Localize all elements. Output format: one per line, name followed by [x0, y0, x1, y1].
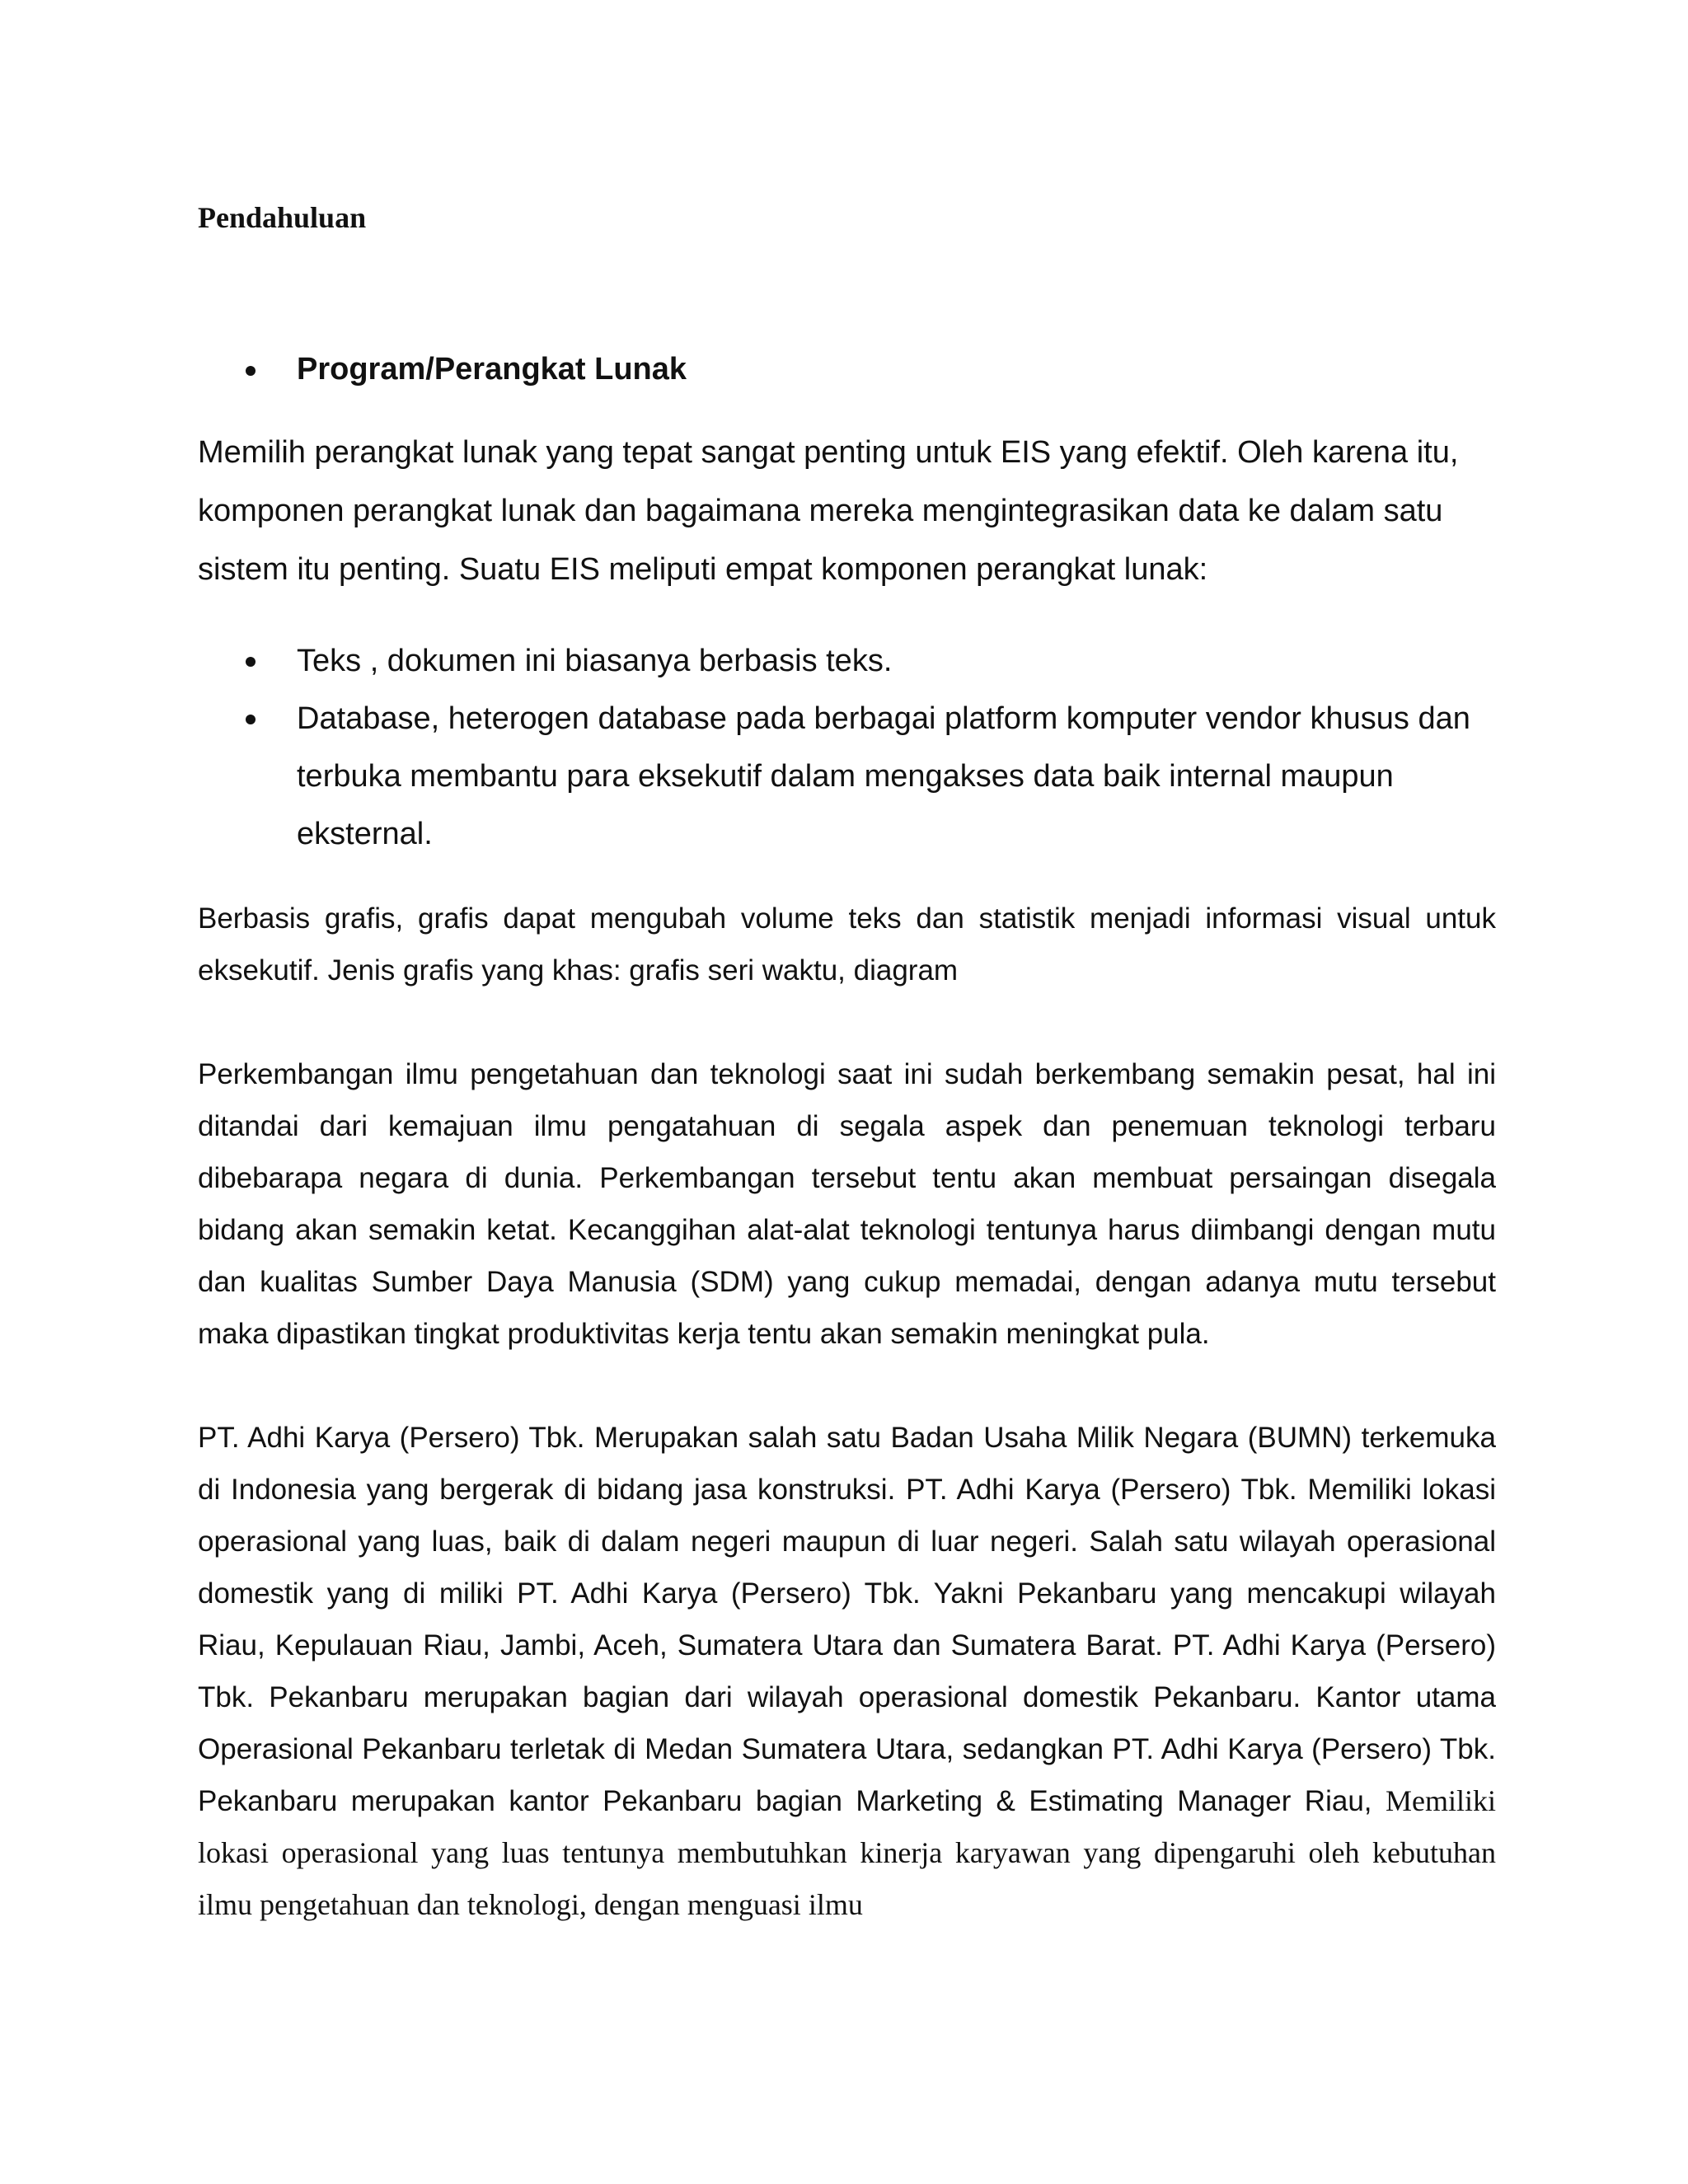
- intro-paragraph: Memilih perangkat lunak yang tepat sangat penting untuk EIS yang efektif. Oleh karena itu, komponen perangkat lunak dan bagaimana mereka mengintegrasikan data ke dalam satu sistem itu penting. Suatu EIS meliputi empat komponen perangkat lunak:: [198, 435, 1459, 587]
- component-text: Teks , dokumen ini biasanya berbasis teks.: [297, 644, 893, 678]
- company-paragraph-tail: Memiliki lokasi operasional yang luas tentunya membutuhkan kinerja karyawan yang dipengaruhi oleh kebutuhan ilmu pengetahuan dan teknologi, dengan menguasi ilmu: [198, 1784, 1496, 1921]
- bullet-icon: [246, 657, 256, 667]
- component-list: [198, 632, 1496, 863]
- company-paragraph-text: PT. Adhi Karya (Persero) Tbk. Merupakan salah satu Badan Usaha Milik Negara (BUMN) terkemuka di Indonesia yang bergerak di bidang jasa konstruksi. PT. Adhi Karya (Persero) Tbk. Memiliki lokasi operasional yang luas, baik di dalam negeri maupun di luar negeri. Salah satu wilayah operasional domestik yang di miliki PT. Adhi Karya (Persero) Tbk. Yakni Pekanbaru yang mencakupi wilayah Riau, Kepulauan Riau, Jambi, Aceh, Sumatera Utara dan Sumatera Barat. PT. Adhi Karya (Persero) Tbk. Pekanbaru merupakan bagian dari wilayah operasional domestik Pekanbaru. Kantor utama Operasional Pekanbaru terletak di Medan Sumatera Utara, sedangkan PT. Adhi Karya (Persero) Tbk. Pekanbaru merupakan kantor Pekanbaru bagian Marketing & Estimating Manager Riau,: [198, 1422, 1496, 1817]
- section-heading-list: [198, 344, 1496, 394]
- component-text: Database, heterogen database pada berbagai platform komputer vendor khusus dan terbuka membantu para eksekutif dalam mengakses data baik internal maupun eksternal.: [297, 701, 1470, 851]
- bullet-icon: [246, 715, 256, 724]
- document-title: Pendahuluan: [198, 201, 367, 234]
- graphics-paragraph: Berbasis grafis, grafis dapat mengubah volume teks dan statistik menjadi informasi visual untuk eksekutif. Jenis grafis yang khas: grafis seri waktu, diagram: [198, 902, 1496, 987]
- section-heading-item: [198, 344, 1496, 394]
- document-body: [198, 198, 1496, 1983]
- list-item: [198, 632, 1496, 690]
- section-heading: Program/Perangkat Lunak: [297, 352, 687, 387]
- development-paragraph: Perkembangan ilmu pengetahuan dan teknologi saat ini sudah berkembang semakin pesat, hal ini ditandai dari kemajuan ilmu pengatahuan di segala aspek dan penemuan teknologi terbaru dibebarapa negara di dunia. Perkembangan tersebut tentu akan membuat persaingan disegala bidang akan semakin ketat. Kecanggihan alat-alat teknologi tentunya harus diimbangi dengan mutu dan kualitas Sumber Daya Manusia (SDM) yang cukup memadai, dengan adanya mutu tersebut maka dipastikan tingkat produktivitas kerja tentu akan semakin meningkat pula.: [198, 1058, 1496, 1350]
- list-item: [198, 690, 1496, 863]
- bullet-icon: [246, 366, 256, 376]
- company-paragraph: [198, 1412, 1496, 1931]
